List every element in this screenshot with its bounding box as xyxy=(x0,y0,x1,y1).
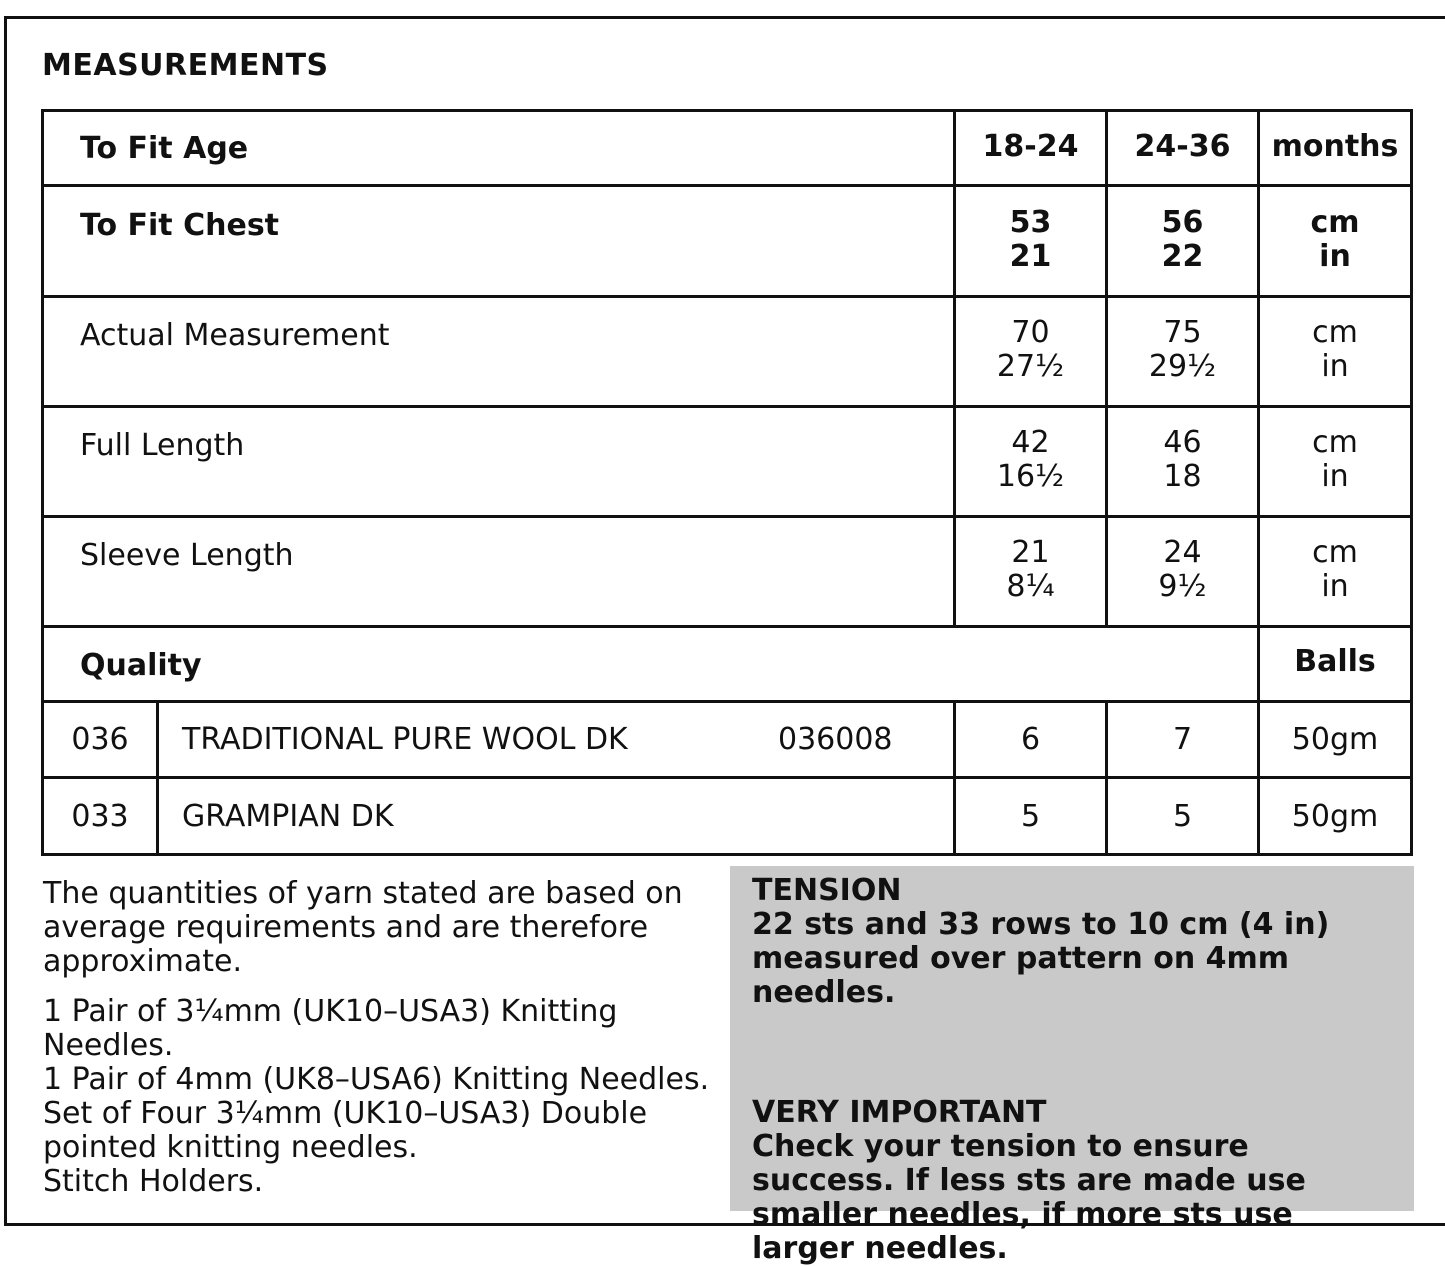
unit-cm: cm xyxy=(1312,425,1358,460)
unit-in: in xyxy=(1321,459,1349,494)
yarn-ball-weight: 50gm xyxy=(1291,722,1379,757)
quantities-note: The quantities of yarn stated are based on average requirements and are therefore approximate. xyxy=(43,876,683,979)
yarn-code: 033 xyxy=(71,799,129,834)
header-age-label: To Fit Age xyxy=(80,131,249,166)
table-rule xyxy=(41,515,1413,518)
row-label-chest: To Fit Chest xyxy=(80,208,280,243)
unit-in: in xyxy=(1321,349,1349,384)
yarn-qty-size-2: 5 xyxy=(1172,799,1193,834)
actual-unit xyxy=(1260,316,1410,384)
yarn-name: TRADITIONAL PURE WOOL DK xyxy=(182,722,628,757)
chest-size-1-in: 21 xyxy=(1009,239,1052,274)
important-text: Check your tension to ensure success. If less sts are made use smaller needles, if more sts use larger needles. xyxy=(752,1129,1306,1266)
tension-text: 22 sts and 33 rows to 10 cm (4 in) measured over pattern on 4mm needles. xyxy=(752,907,1330,1010)
chest-size-2-in: 22 xyxy=(1161,239,1204,274)
yarn-ball-weight: 50gm xyxy=(1291,799,1379,834)
yarn-qty-size-1: 6 xyxy=(1020,722,1041,757)
table-rule xyxy=(41,184,1413,187)
header-unit: months xyxy=(1271,129,1399,164)
sleeve-size-2 xyxy=(1108,536,1257,604)
unit-cm: cm xyxy=(1312,315,1358,350)
row-label-sleeve-length: Sleeve Length xyxy=(80,538,294,573)
table-rule xyxy=(41,625,1413,628)
needles-item: 1 Pair of 3¼mm (UK10–USA3) Knitting Needles. xyxy=(43,994,618,1063)
chest-size-2 xyxy=(1108,206,1257,274)
header-size-1: 18-24 xyxy=(982,129,1079,164)
yarn-qty-size-2: 7 xyxy=(1172,722,1193,757)
sleeve-size-1 xyxy=(956,536,1105,604)
actual-size-1 xyxy=(956,316,1105,384)
important-heading: VERY IMPORTANT xyxy=(752,1095,1047,1130)
length-size-2-in: 18 xyxy=(1163,459,1202,494)
chest-size-1-cm: 53 xyxy=(1009,205,1052,240)
table-rule xyxy=(156,700,159,856)
sleeve-size-2-cm: 24 xyxy=(1163,535,1202,570)
table-rule xyxy=(41,109,1413,112)
page-title: MEASUREMENTS xyxy=(42,48,329,83)
table-rule xyxy=(1410,109,1413,856)
header-size-2: 24-36 xyxy=(1134,129,1231,164)
yarn-name: GRAMPIAN DK xyxy=(182,799,394,834)
sleeve-size-2-in: 9½ xyxy=(1158,569,1207,604)
row-label-actual: Actual Measurement xyxy=(80,318,390,353)
table-rule xyxy=(41,405,1413,408)
needles-item: Set of Four 3¼mm (UK10–USA3) Double pointed knitting needles. xyxy=(43,1096,648,1165)
length-unit xyxy=(1260,426,1410,494)
sleeve-unit xyxy=(1260,536,1410,604)
unit-cm: cm xyxy=(1310,205,1360,240)
quality-header: Quality xyxy=(80,648,202,683)
table-rule xyxy=(41,853,1413,856)
chest-size-1 xyxy=(956,206,1105,274)
materials-notes xyxy=(43,877,713,1199)
actual-size-1-cm: 70 xyxy=(1011,315,1050,350)
sleeve-size-1-cm: 21 xyxy=(1011,535,1050,570)
length-size-2-cm: 46 xyxy=(1163,425,1202,460)
actual-size-2-cm: 75 xyxy=(1163,315,1202,350)
table-rule xyxy=(41,700,1413,703)
unit-in: in xyxy=(1321,569,1349,604)
actual-size-1-in: 27½ xyxy=(996,349,1065,384)
length-size-2 xyxy=(1108,426,1257,494)
table-rule xyxy=(41,295,1413,298)
yarn-shade: 036008 xyxy=(778,722,893,757)
chest-unit xyxy=(1260,206,1410,274)
chest-size-2-cm: 56 xyxy=(1161,205,1204,240)
length-size-1 xyxy=(956,426,1105,494)
tension-box xyxy=(730,866,1414,1266)
tension-heading: TENSION xyxy=(752,873,902,908)
length-size-1-in: 16½ xyxy=(996,459,1065,494)
unit-in: in xyxy=(1319,239,1351,274)
yarn-code: 036 xyxy=(71,722,129,757)
balls-header: Balls xyxy=(1294,644,1376,679)
holders-item: Stitch Holders. xyxy=(43,1164,264,1199)
sleeve-size-1-in: 8¼ xyxy=(1006,569,1055,604)
needles-item: 1 Pair of 4mm (UK8–USA6) Knitting Needles. xyxy=(43,1062,710,1097)
unit-cm: cm xyxy=(1312,535,1358,570)
actual-size-2 xyxy=(1108,316,1257,384)
length-size-1-cm: 42 xyxy=(1011,425,1050,460)
table-rule xyxy=(41,776,1413,779)
row-label-full-length: Full Length xyxy=(80,428,245,463)
actual-size-2-in: 29½ xyxy=(1148,349,1217,384)
yarn-qty-size-1: 5 xyxy=(1020,799,1041,834)
